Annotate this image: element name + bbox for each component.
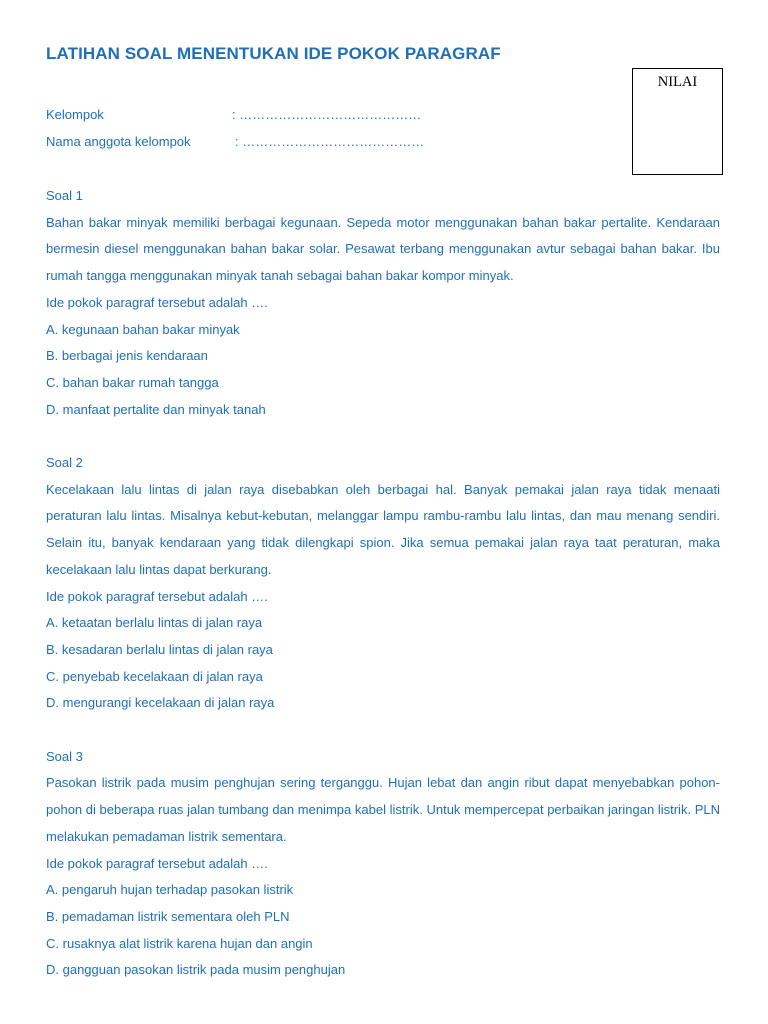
group-label: Kelompok bbox=[46, 107, 104, 122]
answer-option-a: A. kegunaan bahan bakar minyak bbox=[46, 321, 240, 337]
question-prompt: Ide pokok paragraf tersebut adalah …. bbox=[46, 294, 268, 310]
members-blank: : …………………………………… bbox=[235, 134, 425, 149]
question-block-2 bbox=[46, 450, 720, 717]
members-label: Nama anggota kelompok bbox=[46, 134, 191, 149]
question-block-3 bbox=[46, 744, 720, 984]
answer-option-c: C. bahan bakar rumah tangga bbox=[46, 374, 219, 390]
answer-option-d: D. manfaat pertalite dan minyak tanah bbox=[46, 401, 266, 417]
question-passage: Kecelakaan lalu lintas di jalan raya disebabkan oleh berbagai hal. Banyak pemakai jalan raya tidak menaati peraturan lalu lintas. Misalnya kebut-kebutan, melanggar lampu rambu-rambu lalu lintas, dan mau menang sendiri. Selain itu, banyak kendaraan yang tidak dilengkapi spion. Jika semua pemakai jalan raya taat peraturan, maka kecelakaan lalu lintas dapat berkurang. bbox=[46, 481, 720, 577]
answer-option-c: C. penyebab kecelakaan di jalan raya bbox=[46, 668, 263, 684]
answer-option-b: B. berbagai jenis kendaraan bbox=[46, 348, 208, 364]
answer-option-a: A. pengaruh hujan terhadap pasokan listrik bbox=[46, 882, 294, 898]
group-blank: : …………………………………… bbox=[232, 107, 422, 122]
answer-option-d: D. gangguan pasokan listrik pada musim penghujan bbox=[46, 962, 346, 978]
question-prompt: Ide pokok paragraf tersebut adalah …. bbox=[46, 855, 268, 871]
question-heading: Soal 3 bbox=[46, 748, 83, 764]
questions-section bbox=[46, 183, 720, 1011]
score-box bbox=[632, 68, 723, 175]
answer-option-d: D. mengurangi kecelakaan di jalan raya bbox=[46, 695, 275, 711]
question-block-1 bbox=[46, 183, 720, 423]
answer-option-b: B. pemadaman listrik sementara oleh PLN bbox=[46, 908, 290, 924]
members-field bbox=[46, 134, 425, 149]
answer-option-c: C. rusaknya alat listrik karena hujan dan angin bbox=[46, 935, 313, 951]
question-heading: Soal 2 bbox=[46, 455, 83, 471]
question-passage: Bahan bakar minyak memiliki berbagai kegunaan. Sepeda motor menggunakan bahan bakar pertalite. Kendaraan bermesin diesel menggunakan bahan bakar solar. Pesawat terbang menggunakan avtur sebagai bahan bakar. Ibu rumah tangga menggunakan minyak tanah sebagai bahan bakar kompor minyak. bbox=[46, 214, 720, 284]
question-heading: Soal 1 bbox=[46, 188, 83, 203]
question-prompt: Ide pokok paragraf tersebut adalah …. bbox=[46, 588, 268, 604]
answer-option-a: A. ketaatan berlalu lintas di jalan raya bbox=[46, 615, 263, 631]
group-field bbox=[46, 107, 422, 122]
page-title: LATIHAN SOAL MENENTUKAN IDE POKOK PARAGRAF bbox=[46, 44, 501, 63]
answer-option-b: B. kesadaran berlalu lintas di jalan raya bbox=[46, 641, 273, 657]
question-passage: Pasokan listrik pada musim penghujan sering terganggu. Hujan lebat dan angin ribut dapat menyebabkan pohon-pohon di beberapa ruas jalan tumbang dan menimpa kabel listrik. Untuk mempercepat perbaikan jaringan listrik. PLN melakukan pemadaman listrik sementara. bbox=[46, 775, 720, 844]
score-label: NILAI bbox=[657, 74, 698, 90]
